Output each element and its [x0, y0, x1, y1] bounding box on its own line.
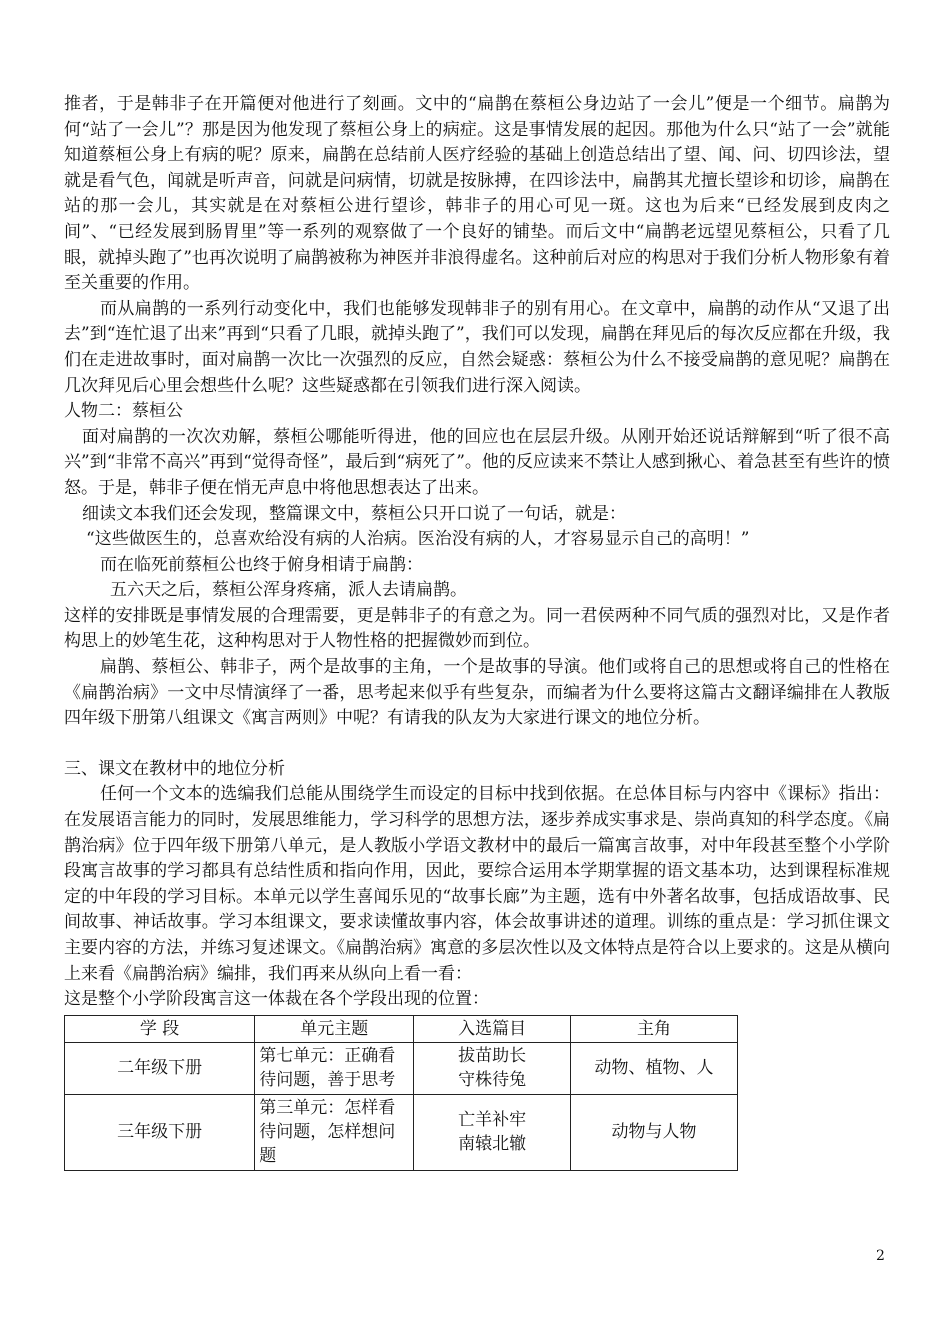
- document-page: [64, 92, 890, 1171]
- cell-unit-theme: 第七单元：正确看待问题，善于思考: [255, 1042, 414, 1094]
- paragraph-arrangement: 这样的安排既是事情发展的合理需要，更是韩非子的有意之为。同一君侯两种不同气质的强烈对比，又是作者构思上的妙笔生花，这种构思对于人物性格的把握微妙而到位。: [64, 605, 890, 652]
- table-row: [65, 1094, 738, 1170]
- paragraph-section3-body: 任何一个文本的选编我们总能从围绕学生而设定的目标中找到依据。在总体目标与内容中《课标》指出：在发展语言能力的同时，发展思维能力，学习科学的思想方法，逐步养成实事求是、崇尚真知的科学态度。《扁鹊治病》位于四年级下册第八单元，是人教版小学语文教材中的最后一篇寓言故事，对中年段甚至整个小学阶段寓言故事的学习都具有总结性质和指向作用，因此，要综合运用本学期掌握的语文基本功，达到课程标准规定的中年段的学习目标。本单元以学生喜闻乐见的“故事长廊”为主题，选有中外著名故事，包括成语故事、民间故事、神话故事。学习本组课文，要求读懂故事内容，体会故事讲述的道理。训练的重点是：学习抓住课文主要内容的方法，并练习复述课文。《扁鹊治病》寓意的多层次性以及文体特点是符合以上要求的。这是从横向上来看《扁鹊治病》编排，我们再来从纵向上看一看：: [64, 784, 890, 984]
- section-heading-3: 三、课文在教材中的地位分析: [64, 758, 285, 779]
- cell-unit-theme: 第三单元：怎样看待问题，怎样想问题: [255, 1094, 414, 1170]
- quote-five-six-days: 五六天之后，蔡桓公浑身疼痛，派人去请扁鹊。: [110, 580, 467, 601]
- cell-protagonist: 动物、植物、人: [571, 1042, 738, 1094]
- table-row: [65, 1042, 738, 1094]
- paragraph-bianque-actions: 而从扁鹊的一系列行动变化中，我们也能够发现韩非子的别有用心。在文章中，扁鹊的动作从“又退了出去”到“连忙退了出来”再到“只看了几眼，就掉头跑了”，我们可以发现，扁鹊在拜见后的每次反应都在升级，我们在走进故事时，面对扁鹊一次比一次强烈的反应，自然会疑惑：蔡桓公为什么不接受扁鹊的意见呢？扁鹊在几次拜见后心里会想些什么呢？这些疑惑都在引领我们进行深入阅读。: [64, 298, 890, 396]
- cell-grade: 二年级下册: [65, 1042, 255, 1094]
- header-protagonist: 主角: [571, 1015, 738, 1042]
- header-selected-texts: 入选篇目: [414, 1015, 571, 1042]
- paragraph-three-characters: 扁鹊、蔡桓公、韩非子，两个是故事的主角，一个是故事的导演。他们或将自己的思想或将自己的性格在《扁鹊治病》一文中尽情演绎了一番，思考起来似乎有些复杂，而编者为什么要将这篇古文翻译编排在人教版四年级下册第八组课文《寓言两则》中呢？有请我的队友为大家进行课文的地位分析。: [64, 657, 890, 729]
- paragraph-bianque-observation: 推者，于是韩非子在开篇便对他进行了刻画。文中的“扁鹊在蔡桓公身边站了一会儿”便是一个细节。扁鹊为何“站了一会儿”？那是因为他发现了蔡桓公身上的病症。这是事情发展的起因。那他为什么只“站了一会”就能知道蔡桓公身上有病的呢？原来，扁鹊在总结前人医疗经验的基础上创造总结出了望、闻、问、切四诊法，望就是看气色，闻就是听声音，问就是问病情，切就是按脉搏，在四诊法中，扁鹊其尤擅长望诊和切诊，扁鹊在站的那一会儿，其实就是在对蔡桓公进行望诊，韩非子的用心可见一斑。这也为后来“已经发展到皮肉之间”、“已经发展到肠胃里”等一系列的观察做了一个良好的铺垫。而后文中“扁鹊老远望见蔡桓公，只看了几眼，就掉头跑了”也再次说明了扁鹊被称为神医并非浪得虚名。这种前后对应的构思对于我们分析人物形象有着至关重要的作用。: [64, 94, 890, 294]
- character-heading-caihuangong: 人物二：蔡桓公: [64, 401, 183, 422]
- cell-selected-texts: [414, 1094, 571, 1170]
- cell-protagonist: 动物与人物: [571, 1094, 738, 1170]
- paragraph-caihuangong-response: 面对扁鹊的一次次劝解，蔡桓公哪能听得进，他的回应也在层层升级。从刚开始还说话辩解到“听了很不高兴”到“非常不高兴”再到“觉得奇怪”，最后到“病死了”。他的反应读来不禁让人感到揪心、着急甚至有些许的愤怒。于是，韩非子便在悄无声息中将他思想表达了出来。: [64, 426, 890, 498]
- quote-caihuangong: “这些做医生的，总喜欢给没有病的人治病。医治没有病的人，才容易显示自己的高明！”: [86, 529, 750, 550]
- blank-line: [64, 732, 890, 757]
- header-grade: 学 段: [65, 1015, 255, 1042]
- cell-grade: 三年级下册: [65, 1094, 255, 1170]
- paragraph-before-death: 而在临死前蔡桓公也终于俯身相请于扁鹊：: [100, 554, 423, 575]
- text-lines: 拔苗助长 守株待兔: [458, 1046, 527, 1091]
- text-lines: 亡羊补牢 南辕北辙: [458, 1110, 527, 1155]
- paragraph-caihuangong-speech-intro: 细读文本我们还会发现，整篇课文中，蔡桓公只开口说了一句话，就是：: [82, 503, 626, 524]
- fable-position-table: [64, 1015, 738, 1171]
- cell-selected-texts: [414, 1042, 571, 1094]
- page-number: 2: [876, 1248, 885, 1264]
- table-header-row: [65, 1015, 738, 1042]
- table-intro: 这是整个小学阶段寓言这一体裁在各个学段出现的位置：: [64, 989, 489, 1010]
- header-unit-theme: 单元主题: [255, 1015, 414, 1042]
